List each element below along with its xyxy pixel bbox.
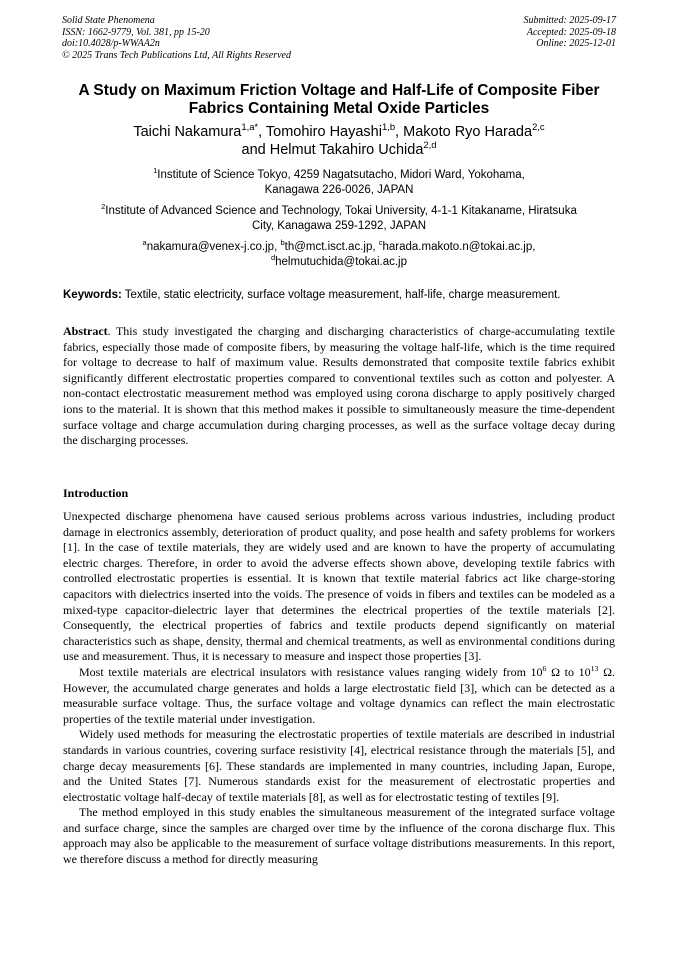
- affiliation-text: Kanagawa 226-0026, JAPAN: [264, 184, 414, 196]
- keywords: [63, 288, 615, 303]
- paragraph: The method employed in this study enables the simultaneous measurement of the integrated surface voltage and surface charge, since the samples are charged over time by the influence of the corona discharge flux. This approach may also be applicable to the measurement of surface voltage distributions measurements. In this report, we therefore discuss a method for directly measuring: [63, 805, 615, 867]
- affiliation-text: City, Kanagawa 259-1292, JAPAN: [251, 220, 427, 232]
- paragraph: Unexpected discharge phenomena have caused serious problems across various industries, including product damage in electronics assembly, deterioration of product quality, and pose health and safety problems for workers [1]. In the case of textile materials, they are widely used and are known to have the property of accumulating electric charges. Therefore, in order to avoid the adverse effects shown above, developing textile fabrics with controlled electrostatic properties is essential. It is known that textile material fabrics act like charge-storing capacitors with dielectrics inserted into the voids. The presence of voids in fibers and textiles can be modeled as a mixed-type capacitor-dielectric layer that determines the electrical properties of the textile materials [2]. Consequently, the electrical properties of fabrics and textile products depend significantly on material characteristics such as shape, density, thermal and chemical treatments, as well as environmental conditions during use and measurement. Thus, it is necessary to measure and inspect those properties [3].: [63, 509, 615, 664]
- affiliation-text: Institute of Science Tokyo, 4259 Nagatsutacho, Midori Ward, Yokohama,: [157, 169, 525, 181]
- publication-dates: [524, 15, 617, 50]
- copyright: © 2025 Trans Tech Publications Ltd, All Rights Reserved: [62, 49, 291, 61]
- email-link[interactable]: nakamura@venex-j.co.jp,: [146, 241, 281, 253]
- affiliation-2: [60, 204, 618, 234]
- paragraph: Widely used methods for measuring the electrostatic properties of textile materials are described in industrial standards in various countries, covering surface resistivity [4], electrical resistance through the materials [5], and charge decay measurements [6]. These standards are implemented in many countries, including Japan, Europe, and the United States [7]. Numerous standards exist for the measurement of electrostatic properties and electrostatic voltage half-decay of textile materials [8], as well as for electrostatic testing of textiles [9].: [63, 727, 615, 804]
- paper-title: [52, 82, 626, 118]
- keywords-text: Textile, static electricity, surface voltage measurement, half-life, charge measurement.: [121, 289, 561, 301]
- abstract-label: Abstract: [63, 324, 108, 338]
- keywords-label: Keywords:: [63, 289, 122, 301]
- abstract: [63, 324, 615, 449]
- doi: doi:10.4028/p-WWAA2n: [62, 38, 160, 49]
- email-sup: a: [142, 238, 147, 248]
- paragraph-text: Ω. However, the accumulated charge generates and holds a large electrostatic field [3], which can be detected as a measurable surface voltage. Thus, the surface voltage and voltage dynamics can reflect the main electrostatic properties of the textile material under investigation.: [63, 664, 615, 726]
- title-line-1: A Study on Maximum Friction Voltage and Half-Life of Composite Fiber: [78, 82, 600, 99]
- online-date: Online: 2025-12-01: [536, 38, 616, 49]
- author-sup: 1,a*: [241, 121, 259, 133]
- author-name: Makoto Ryo Harada: [403, 124, 533, 140]
- email-sup: c: [378, 238, 383, 248]
- section-heading-introduction: Introduction: [63, 486, 129, 500]
- accepted-date: Accepted: 2025-09-18: [526, 26, 616, 38]
- paragraph-text: Ω to 10: [546, 664, 591, 679]
- author-emails: [60, 240, 618, 270]
- author-name: Tomohiro Hayashi: [265, 124, 382, 140]
- email-link[interactable]: th@mct.isct.ac.jp,: [284, 241, 379, 253]
- journal-info: [62, 15, 291, 61]
- paragraph: [63, 665, 615, 727]
- author-sup: 1,b: [381, 121, 396, 133]
- affiliation-sup: 1: [153, 166, 158, 176]
- email-sup: d: [270, 253, 276, 263]
- author-sup: 2,c: [532, 121, 545, 133]
- abstract-text: . This study investigated the charging and discharging characteristics of charge-accumulating textile fabrics, especially those made of composite fibers, by measuring the voltage half-life, which is the time required for voltage to decrease to half of maximum value. Results demonstrated that composite textile fabrics exhibit significantly different electrostatic properties compared to conventional textiles such as cotton and polyester. A non-contact electrostatic measurement method was employed using corona discharge to apply positively charged ions to the material. It is shown that this method makes it possible to simultaneously measure the time-dependent surface voltage and charge accumulation during charging processes, as well as the surface voltage decay during the discharging processes.: [63, 324, 615, 448]
- email-link[interactable]: helmutuchida@tokai.ac.jp: [275, 256, 407, 268]
- issn-line: ISSN: 1662-9779, Vol. 381, pp 15-20: [62, 26, 210, 38]
- exponent: 13: [590, 663, 599, 673]
- introduction-body: [63, 509, 615, 868]
- email-sup: b: [280, 238, 285, 248]
- journal-name: Solid State Phenomena: [62, 15, 155, 26]
- email-link[interactable]: harada.makoto.n@tokai.ac.jp,: [382, 241, 536, 253]
- submitted-date: Submitted: 2025-09-17: [523, 15, 616, 26]
- author-name: Helmut Takahiro Uchida: [269, 142, 424, 158]
- affiliation-1: [60, 168, 618, 198]
- paragraph-text: Most textile materials are electrical insulators with resistance values ranging widely from 10: [79, 664, 543, 679]
- author-sep: ,: [395, 124, 404, 140]
- affiliation-text: Institute of Advanced Science and Technology, Tokai University, 4-1-1 Kitakaname, Hiratsuka: [105, 205, 577, 217]
- affiliation-sup: 2: [101, 202, 106, 212]
- author-list: [52, 123, 626, 159]
- author-and: and: [241, 142, 270, 158]
- exponent: 6: [542, 663, 547, 673]
- author-name: Taichi Nakamura: [133, 124, 242, 140]
- title-line-2: Fabrics Containing Metal Oxide Particles: [188, 100, 490, 117]
- author-sep: ,: [258, 124, 266, 140]
- author-sup: 2,d: [423, 139, 437, 151]
